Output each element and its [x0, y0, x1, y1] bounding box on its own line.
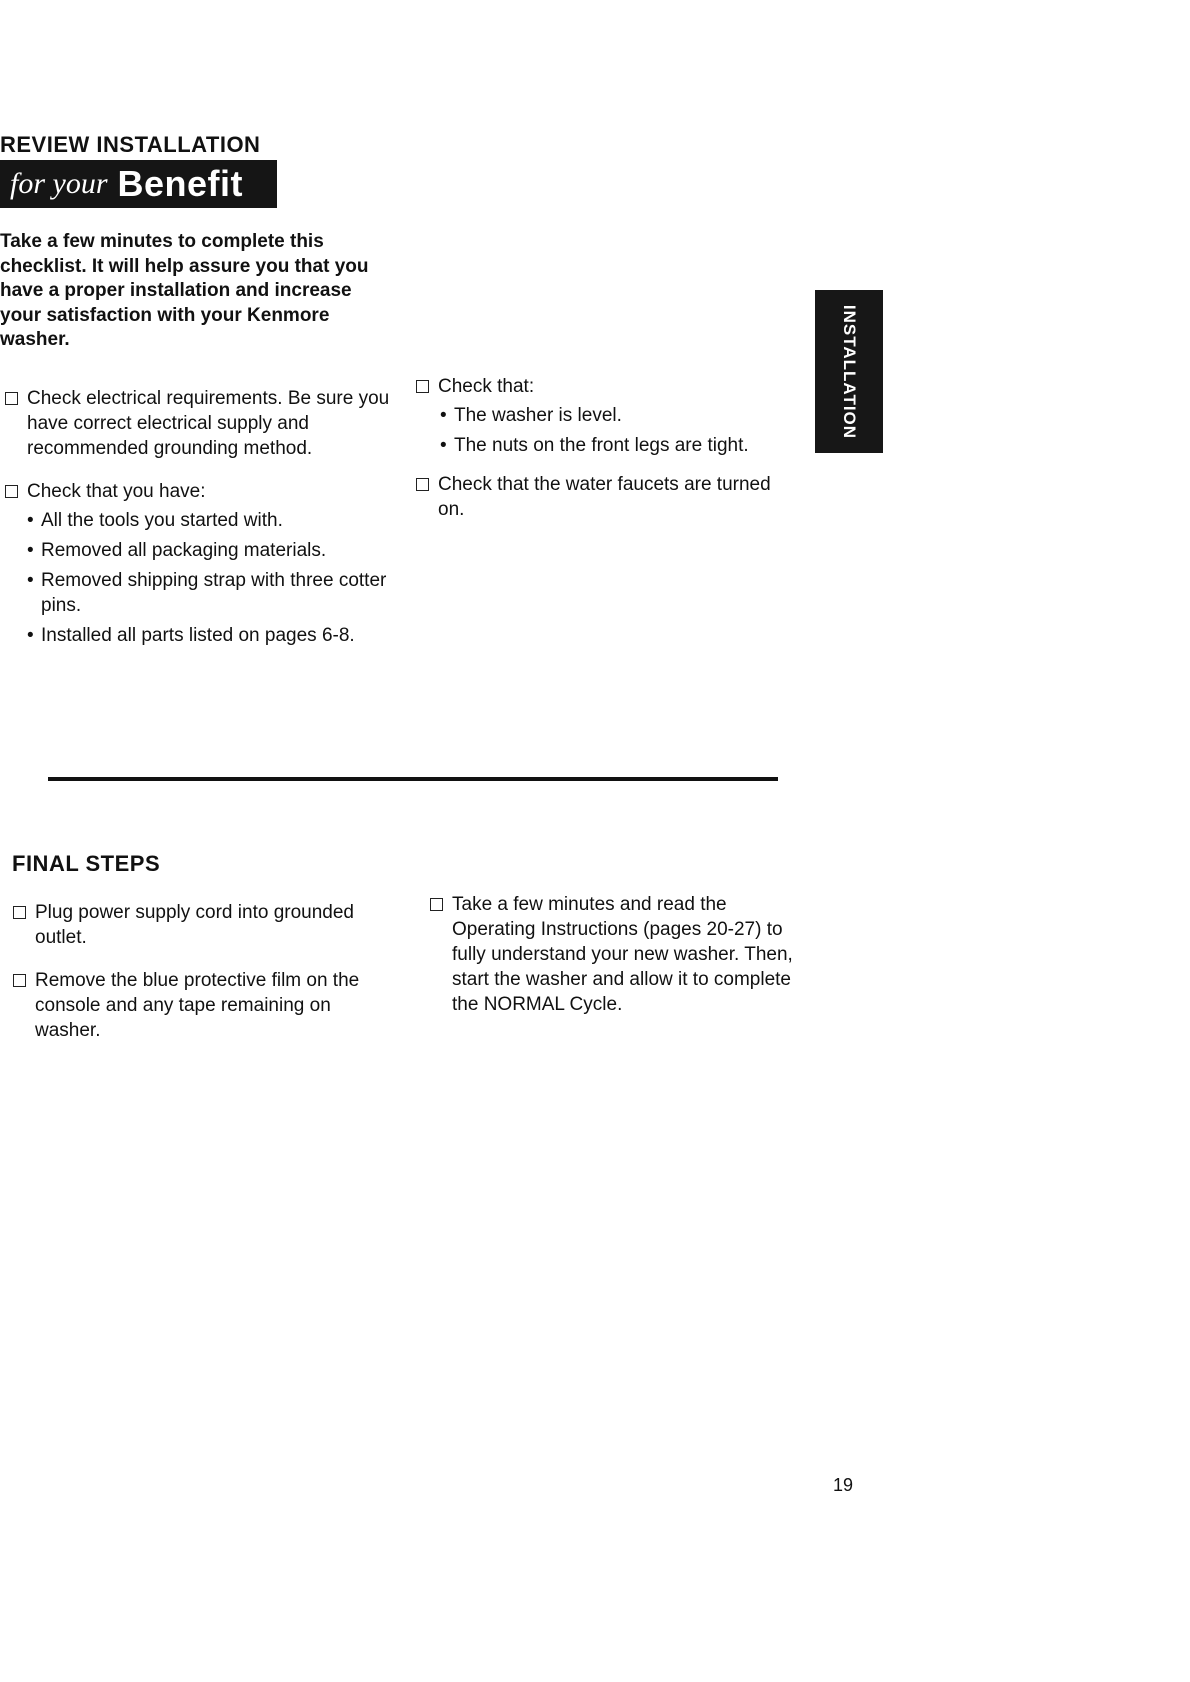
bullet-list	[27, 508, 390, 648]
checkbox[interactable]	[13, 974, 26, 987]
checklist-item-plug	[13, 900, 398, 950]
checklist-item-text: Check that you have:	[27, 481, 206, 502]
list-item: • Removed all packaging materials.	[27, 538, 390, 563]
section-divider	[48, 777, 778, 781]
checklist-item-have	[5, 479, 390, 648]
review-right-checklist	[416, 374, 796, 522]
checklist-item-text: Check that the water faucets are turned on.	[438, 474, 771, 520]
list-item: • All the tools you started with.	[27, 508, 390, 533]
list-item: • Removed shipping strap with three cotter pins.	[27, 568, 390, 618]
review-installation-title: REVIEW INSTALLATION	[0, 132, 261, 157]
checkbox[interactable]	[13, 906, 26, 919]
checklist-item-faucets	[416, 472, 796, 522]
checklist-item-text: Check that:	[438, 376, 535, 397]
checkbox[interactable]	[416, 380, 429, 393]
installation-side-tab	[815, 290, 883, 453]
banner-word: Benefit	[117, 163, 244, 204]
checkbox[interactable]	[416, 478, 429, 491]
checklist-item-check-that	[416, 374, 796, 458]
checklist-item-electrical	[5, 386, 390, 461]
checklist-item-remove-film	[13, 968, 398, 1043]
banner-prefix: for your	[10, 167, 108, 200]
bullet-list	[440, 403, 796, 458]
checklist-item-text: Check electrical requirements. Be sure you have correct electrical supply and recommended grounding method.	[27, 388, 390, 459]
checklist-item-text: Remove the blue protective film on the console and any tape remaining on washer.	[35, 970, 360, 1041]
checkbox[interactable]	[5, 485, 18, 498]
checklist-item-text: Plug power supply cord into grounded outlet.	[35, 902, 354, 948]
list-item: • The nuts on the front legs are tight.	[440, 433, 796, 458]
list-item: • The washer is level.	[440, 403, 796, 428]
checkbox[interactable]	[5, 392, 18, 405]
review-left-checklist	[5, 386, 390, 653]
final-right-checklist	[430, 892, 815, 1017]
side-tab-label: INSTALLATION	[840, 304, 860, 439]
final-steps-title: FINAL STEPS	[12, 851, 161, 876]
intro-paragraph: Take a few minutes to complete this checklist. It will help assure you that you have a proper installation and increase your satisfaction with your Kenmore washer.	[0, 231, 369, 350]
checkbox[interactable]	[430, 898, 443, 911]
list-item: • Installed all parts listed on pages 6-8.	[27, 623, 390, 648]
for-your-benefit-banner	[0, 160, 277, 208]
checklist-item-read-instructions	[430, 892, 815, 1017]
checklist-item-text: Take a few minutes and read the Operating Instructions (pages 20-27) to fully understand your new washer. Then, start the washer and allow it to complete the NORMAL Cycle.	[452, 894, 793, 1015]
page-number: 19	[833, 1475, 854, 1495]
final-left-checklist	[13, 900, 398, 1043]
